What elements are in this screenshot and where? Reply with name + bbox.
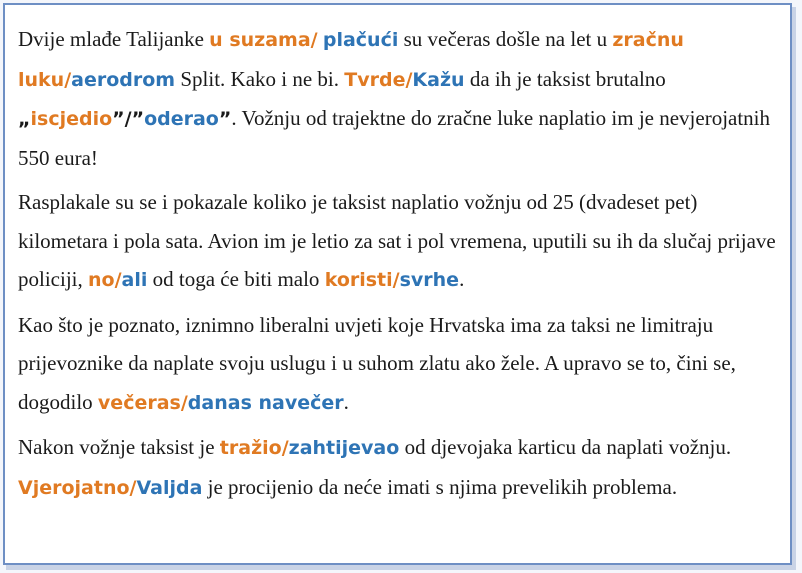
- variant-orange: koristi/: [324, 269, 400, 291]
- text: Rasplakale su se i pokazale koliko je taksist naplatio vožnju od 25 (dvadeset pet) kilometara i pola sata. Avion im je letio za sat i pol vremena, uputili su ih da slučaj prijave policiji,: [18, 190, 776, 291]
- quote-mark: ”/”: [112, 108, 145, 130]
- variant-orange: iscjedio: [30, 108, 113, 130]
- text: Kao što je poznato, iznimno liberalni uvjeti koje Hrvatska ima za taksi ne limitraju prijevoznike da naplate svoju uslugu i u suhom zlatu ako žele. A upravo se to, čini se, dogodilo: [18, 312, 736, 414]
- paragraph-4: [18, 428, 778, 507]
- variant-blue: oderao: [144, 108, 219, 130]
- variant-orange: zračnu luku/: [18, 29, 684, 91]
- text: od toga će biti malo: [147, 267, 325, 291]
- variant-orange: Vjerojatno/: [18, 476, 137, 499]
- quote-mark: ”: [218, 108, 232, 130]
- variant-blue: svrhe: [399, 269, 460, 291]
- variant-blue: ali: [121, 269, 148, 291]
- variant-blue: plačući: [322, 29, 399, 51]
- variant-blue: aerodrom: [71, 68, 176, 91]
- paragraph-2: [18, 183, 778, 300]
- text: od djevojaka karticu da naplati vožnju.: [399, 435, 732, 459]
- variant-orange: Tvrde/: [344, 68, 413, 91]
- variant-orange: no/: [88, 269, 122, 291]
- text: Nakon vožnje taksist je: [18, 435, 220, 459]
- text: je procijenio da neće imati s njima prevelikih problema.: [202, 474, 678, 499]
- text: .: [459, 267, 465, 291]
- text: Dvije mlađe Talijanke: [18, 27, 210, 51]
- document-body: [18, 20, 778, 513]
- variant-orange: tražio/: [219, 437, 289, 459]
- paragraph-1: [18, 20, 778, 177]
- variant-blue: Valjda: [136, 476, 203, 499]
- text: su večeras došle na let u: [398, 27, 613, 51]
- quote-mark: „: [18, 108, 31, 130]
- paragraph-3: [18, 306, 778, 423]
- text: Split. Kako i ne bi.: [175, 66, 345, 91]
- text: .: [343, 389, 349, 414]
- variant-orange: večeras/: [97, 391, 188, 414]
- variant-blue: danas navečer: [187, 391, 344, 414]
- variant-blue: Kažu: [412, 68, 465, 91]
- variant-blue: zahtijevao: [288, 437, 400, 459]
- variant-orange: u suzama/: [209, 29, 318, 51]
- text: . Vožnju od trajektne do zračne luke naplatio im je nevjerojatnih 550 eura!: [18, 106, 771, 170]
- text: da ih je taksist brutalno: [464, 66, 666, 91]
